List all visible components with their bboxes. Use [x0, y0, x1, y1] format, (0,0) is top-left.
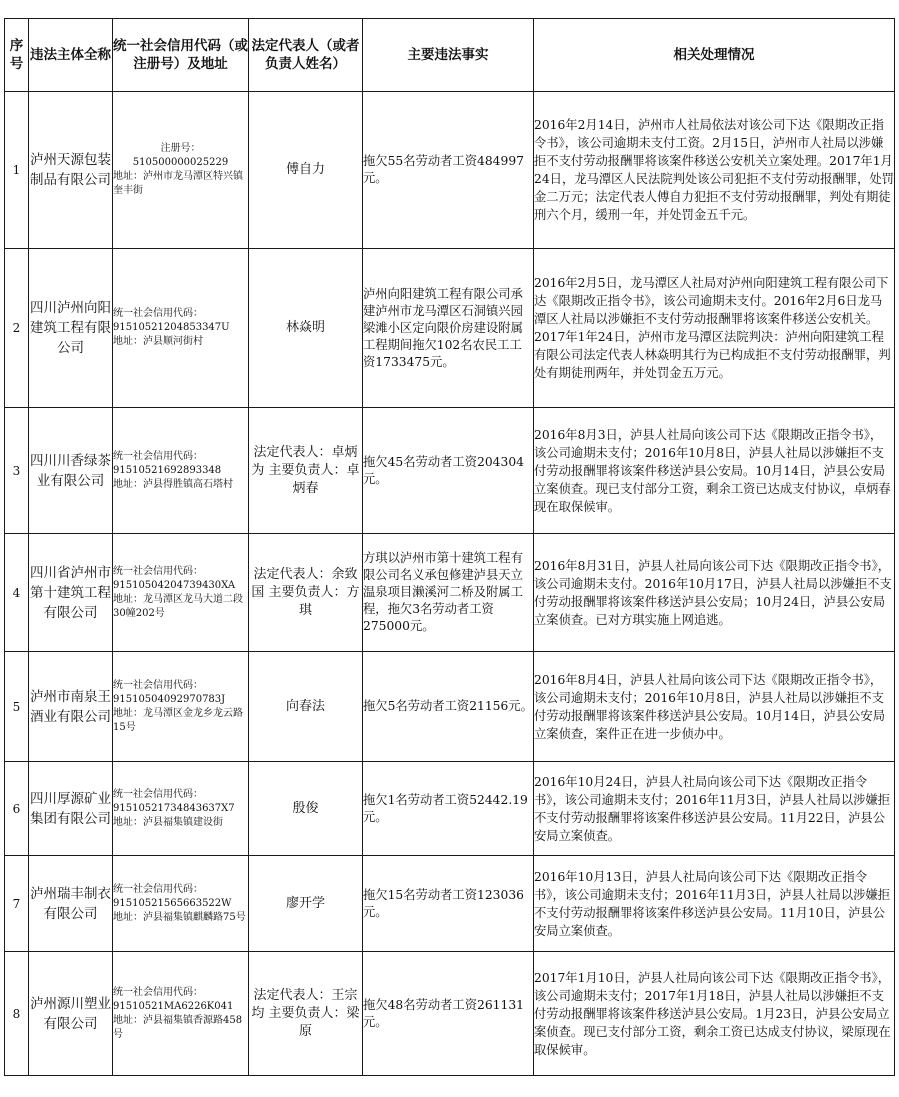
- header-subject: 违法主体全称: [29, 19, 113, 92]
- row-credit-cell: [113, 652, 249, 762]
- row-seq: 8: [5, 952, 29, 1076]
- row-facts: 拖欠5名劳动者工资21156元。: [363, 652, 534, 762]
- row-credit-cell: [113, 762, 249, 856]
- credit-label: 统一社会信用代码：: [113, 308, 203, 319]
- table-row: [5, 249, 895, 408]
- header-seq: 序号: [5, 19, 29, 92]
- header-legal-rep: 法定代表人（或者负责人姓名）: [249, 19, 363, 92]
- row-legal-rep: 廖开学: [249, 856, 363, 952]
- row-handling: 2016年10月13日，泸县人社局向该公司下达《限期改正指令书》，该公司逾期未支付；2016年11月3日，泸县人社局以涉嫌拒不支付劳动报酬罪将该案件移送泸县公安局。11月10日，泸县公安局立案侦查。: [534, 856, 895, 952]
- row-credit-cell: [113, 856, 249, 952]
- credit-code: 91510521734843637X7: [113, 802, 235, 814]
- violations-table: [4, 18, 895, 1076]
- header-facts: 主要违法事实: [363, 19, 534, 92]
- row-credit-cell: [113, 534, 249, 652]
- row-subject-name: 泸州瑞丰制衣有限公司: [29, 856, 113, 952]
- row-credit-cell: [113, 249, 249, 408]
- row-legal-rep: 林焱明: [249, 249, 363, 408]
- header-credit: 统一社会信用代码（或注册号）及地址: [113, 19, 249, 92]
- credit-address: 地址：泸县顺河街村: [113, 336, 203, 347]
- credit-code: 91510504204739430XA: [113, 579, 236, 591]
- header-handling: 相关处理情况: [534, 19, 895, 92]
- row-subject-name: 四川省泸州市第十建筑工程有限公司: [29, 534, 113, 652]
- row-seq: 3: [5, 408, 29, 534]
- table-row: [5, 534, 895, 652]
- table-row: [5, 92, 895, 249]
- credit-label: 统一社会信用代码：: [113, 788, 203, 800]
- row-seq: 5: [5, 652, 29, 762]
- row-credit-cell: [113, 952, 249, 1076]
- credit-address: 地址：龙马潭区金龙乡龙云路15号: [113, 707, 243, 733]
- row-handling: 2016年10月24日，泸县人社局向该公司下达《限期改正指令书》，该公司逾期未支付；2016年11月3日，泸县人社局以涉嫌拒不支付劳动报酬罪将该案件移送泸县公安局。11月22日，泸县公安局立案侦查。: [534, 762, 895, 856]
- credit-address: 地址：泸县福集镇建设街: [113, 816, 223, 828]
- row-handling: 2016年2月14日，泸州市人社局依法对该公司下达《限期改正指令书》，该公司逾期未支付工资。2月15日，泸州市人社局以涉嫌拒不支付劳动报酬罪将该案件移送公安机关立案处理。2017年1月24日，龙马潭区人民法院判处该公司犯拒不支付劳动报酬罪，处罚金二万元；法定代表人傅自力犯拒不支付劳动报酬罪，判处有期徒刑六个月，缓刑一年，并处罚金五千元。: [534, 92, 895, 249]
- credit-code: 91510521565663522W: [113, 897, 232, 909]
- row-legal-rep: 向春法: [249, 652, 363, 762]
- credit-label: 统一社会信用代码：: [113, 883, 203, 895]
- row-facts: 泸州向阳建筑工程有限公司承建泸州市龙马潭区石洞镇兴园梁滩小区定向限价房建设附属工程期间拖欠102名农民工工资1733475元。: [363, 249, 534, 408]
- credit-address: 地址：泸州市龙马潭区特兴镇奎丰街: [113, 171, 243, 196]
- row-credit-cell: [113, 92, 249, 249]
- table-row: [5, 762, 895, 856]
- row-handling: 2016年8月31日，泸县人社局向该公司下达《限期改正指令书》，该公司逾期未支付。2016年10月17日，泸县人社局以涉嫌拒不支付劳动报酬罪将该案件移送泸县公安局；10月24日，泸县公安局立案侦查。已对方琪实施上网追逃。: [534, 534, 895, 652]
- row-facts: 拖欠55名劳动者工资484997元。: [363, 92, 534, 249]
- row-legal-rep: 傅自力: [249, 92, 363, 249]
- row-legal-rep: 法定代表人：余致国 主要负责人：方琪: [249, 534, 363, 652]
- row-seq: 2: [5, 249, 29, 408]
- credit-code: 91510504092970783J: [113, 693, 226, 705]
- credit-address: 地址：泸县得胜镇高石塔村: [113, 478, 233, 490]
- header-row: [5, 19, 895, 92]
- row-legal-rep: 法定代表人：卓炳为 主要负责人：卓炳春: [249, 408, 363, 534]
- row-subject-name: 泸州源川塑业有限公司: [29, 952, 113, 1076]
- credit-code: 510500000025229: [132, 157, 229, 168]
- credit-address: 地址：泸县福集镇麒麟路75号: [113, 911, 246, 923]
- row-handling: 2016年2月5日，龙马潭区人社局对泸州向阳建筑工程有限公司下达《限期改正指令书》，该公司逾期未支付。2016年2月6日龙马潭区人社局以涉嫌拒不支付劳动报酬罪将该案件移送公安机关。2017年1年24日，泸州市龙马潭区法院判决：泸州向阳建筑工程有限公司法定代表人林焱明其行为已构成拒不支付劳动报酬罪，判处有期徒刑两年，并处罚金五万元。: [534, 249, 895, 408]
- credit-code: 91510521MA6226K041: [113, 1000, 234, 1012]
- row-subject-name: 泸州天源包装制品有限公司: [29, 92, 113, 249]
- row-handling: 2016年8月4日，泸县人社局向该公司下达《限期改正指令书》，该公司逾期未支付；2016年10月8日，泸县人社局以涉嫌拒不支付劳动报酬罪将该案件移送泸县公安局。10月14日，泸县公安局立案侦查，案件正在进一步侦办中。: [534, 652, 895, 762]
- row-facts: 拖欠45名劳动者工资204304元。: [363, 408, 534, 534]
- row-seq: 6: [5, 762, 29, 856]
- row-facts: 拖欠48名劳动者工资261131元。: [363, 952, 534, 1076]
- row-credit-cell: [113, 408, 249, 534]
- table-row: [5, 952, 895, 1076]
- row-legal-rep: 法定代表人：王宗均 主要负责人：梁原: [249, 952, 363, 1076]
- credit-label: 统一社会信用代码：: [113, 679, 203, 691]
- credit-code: 91510521204853347U: [113, 322, 230, 333]
- row-subject-name: 四川泸州向阳建筑工程有限公司: [29, 249, 113, 408]
- credit-label: 统一社会信用代码：: [113, 450, 203, 462]
- credit-code: 91510521692893348: [113, 464, 222, 476]
- credit-address: 地址：泸县福集镇香源路458号: [113, 1014, 243, 1040]
- credit-address: 地址：龙马潭区龙马大道二段30幢202号: [113, 593, 243, 619]
- row-handling: 2016年8月3日，泸县人社局向该公司下达《限期改正指令书》，该公司逾期未支付；2016年10月8日，泸县人社局以涉嫌拒不支付劳动报酬罪将该案件移送泸县公安局。10月14日，泸县公安局立案侦查。现已支付部分工资，剩余工资已达成支付协议，卓炳春现在取保候审。: [534, 408, 895, 534]
- row-handling: 2017年1月10日，泸县人社局向该公司下达《限期改正指令书》，该公司逾期未支付；2017年1月18日，泸县人社局以涉嫌拒不支付劳动报酬罪将该案件移送泸县公安局。1月23日，泸县公安局立案侦查。现已支付部分工资，剩余工资已达成支付协议，梁原现在取保候审。: [534, 952, 895, 1076]
- row-facts: 拖欠1名劳动者工资52442.19元。: [363, 762, 534, 856]
- row-legal-rep: 殷俊: [249, 762, 363, 856]
- table-row: [5, 652, 895, 762]
- row-facts: 拖欠15名劳动者工资123036元。: [363, 856, 534, 952]
- row-facts: 方琪以泸州市第十建筑工程有限公司名义承包修建泸县天立温泉项目濑溪河二桥及附属工程，拖欠3名劳动者工资275000元。: [363, 534, 534, 652]
- credit-label: 注册号：: [160, 143, 201, 154]
- table-row: [5, 408, 895, 534]
- row-seq: 7: [5, 856, 29, 952]
- row-seq: 4: [5, 534, 29, 652]
- row-subject-name: 泸州市南泉王酒业有限公司: [29, 652, 113, 762]
- credit-label: 统一社会信用代码：: [113, 565, 203, 577]
- row-seq: 1: [5, 92, 29, 249]
- credit-label: 统一社会信用代码：: [113, 986, 203, 998]
- table-row: [5, 856, 895, 952]
- row-subject-name: 四川厚源矿业集团有限公司: [29, 762, 113, 856]
- row-subject-name: 四川川香绿茶业有限公司: [29, 408, 113, 534]
